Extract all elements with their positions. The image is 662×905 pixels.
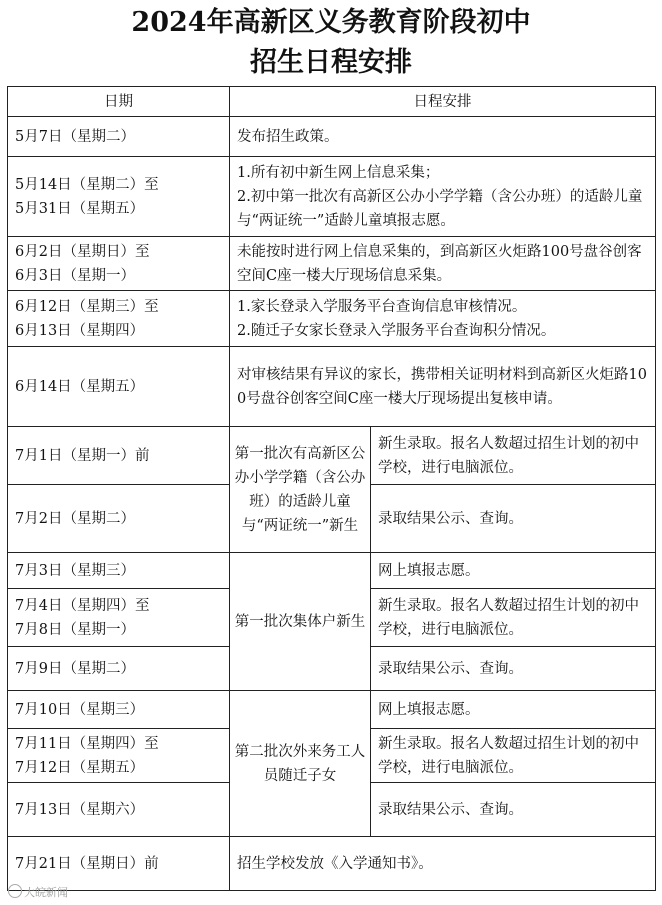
- schedule-cell: [230, 237, 656, 291]
- date-cell: [8, 157, 230, 237]
- date-cell: [8, 729, 230, 783]
- schedule-text: 发布招生政策。: [237, 128, 339, 145]
- date-line: 6月3日（星期一）: [15, 267, 135, 284]
- date-cell: [8, 117, 230, 157]
- schedule-text: 对审核结果有异议的家长，携带相关证明材料到高新区火炬路100号盘谷创客空间C座一楼大厅现场提出复核申请。: [237, 366, 647, 407]
- table-row: [8, 837, 656, 891]
- schedule-cell: [371, 783, 656, 837]
- schedule-text: 未能按时进行网上信息采集的，到高新区火炬路100号盘谷创客空间C座一楼大厅现场信息采集。: [237, 243, 642, 284]
- date-cell: [8, 647, 230, 691]
- schedule-text: 录取结果公示、查询。: [378, 510, 523, 527]
- date-cell: [8, 485, 230, 553]
- date-cell: [8, 691, 230, 729]
- date-line: 5月7日（星期二）: [15, 128, 135, 145]
- table-row: [8, 117, 656, 157]
- table-header-row: [8, 87, 656, 117]
- table-row: [8, 157, 656, 237]
- schedule-text: 新生录取。报名人数超过招生计划的初中学校，进行电脑派位。: [378, 435, 639, 476]
- schedule-cell: [371, 691, 656, 729]
- schedule-text: 录取结果公示、查询。: [378, 801, 523, 818]
- watermark: [8, 884, 68, 900]
- date-line: 5月31日（星期五）: [15, 200, 145, 217]
- date-line: 7月2日（星期二）: [15, 510, 135, 527]
- table-row: [8, 237, 656, 291]
- date-cell: [8, 553, 230, 589]
- date-line: 7月10日（星期三）: [15, 701, 145, 718]
- date-line: 6月14日（星期五）: [15, 378, 145, 395]
- date-cell: [8, 783, 230, 837]
- date-cell: [8, 589, 230, 647]
- date-line: 6月2日（星期日）至: [15, 243, 150, 260]
- watermark-logo-icon: [8, 884, 22, 898]
- date-line: 7月21日（星期日）前: [15, 855, 159, 872]
- schedule-cell: [230, 347, 656, 427]
- schedule-text: 录取结果公示、查询。: [378, 660, 523, 677]
- schedule-cell: [371, 647, 656, 691]
- date-cell: [8, 427, 230, 485]
- schedule-text: 网上填报志愿。: [378, 562, 480, 579]
- group-label-cell: [230, 553, 371, 691]
- header-schedule: 日程安排: [230, 87, 656, 117]
- schedule-text: 新生录取。报名人数超过招生计划的初中学校，进行电脑派位。: [378, 597, 639, 638]
- page-title-line2: 招生日程安排: [250, 47, 412, 78]
- date-cell: [8, 837, 230, 891]
- group-label: 第二批次外来务工人员随迁子女: [234, 743, 366, 784]
- schedule-table: [7, 86, 656, 891]
- schedule-text: 招生学校发放《入学通知书》。: [237, 855, 433, 872]
- schedule-cell: [230, 837, 656, 891]
- schedule-text: 2.初中第一批次有高新区公办小学学籍（含公办班）的适龄儿童与“两证统一”适龄儿童填报志愿。: [237, 188, 643, 229]
- date-cell: [8, 237, 230, 291]
- date-line: 7月13日（星期六）: [15, 801, 145, 818]
- date-line: 5月14日（星期二）至: [15, 176, 159, 193]
- table-row: [8, 427, 656, 485]
- table-row: [8, 691, 656, 729]
- table-row: [8, 347, 656, 427]
- table-row: [8, 553, 656, 589]
- date-line: 7月12日（星期五）: [15, 759, 145, 776]
- date-line: 7月11日（星期四）至: [15, 735, 159, 752]
- date-line: 7月3日（星期三）: [15, 562, 135, 579]
- schedule-cell: [371, 553, 656, 589]
- date-cell: [8, 291, 230, 347]
- schedule-cell: [230, 157, 656, 237]
- date-cell: [8, 347, 230, 427]
- schedule-cell: [371, 729, 656, 783]
- header-date: 日期: [8, 87, 230, 117]
- watermark-text: 大皖新闻: [24, 886, 68, 899]
- schedule-text: 新生录取。报名人数超过招生计划的初中学校，进行电脑派位。: [378, 735, 639, 776]
- date-line: 7月9日（星期二）: [15, 660, 135, 677]
- page-title-line1: 2024年高新区义务教育阶段初中: [131, 7, 531, 38]
- schedule-cell: [371, 485, 656, 553]
- schedule-text: 1.家长登录入学服务平台查询信息审核情况。: [237, 298, 527, 315]
- schedule-text: 网上填报志愿。: [378, 701, 480, 718]
- table-row: [8, 291, 656, 347]
- date-line: 6月13日（星期四）: [15, 322, 145, 339]
- schedule-cell: [230, 291, 656, 347]
- schedule-text: 2.随迁子女家长登录入学服务平台查询积分情况。: [237, 322, 556, 339]
- schedule-cell: [371, 589, 656, 647]
- group-label: 第一批次集体户新生: [234, 613, 366, 630]
- date-line: 7月1日（星期一）前: [15, 447, 150, 464]
- schedule-cell: [230, 117, 656, 157]
- group-label-cell: [230, 427, 371, 553]
- schedule-text: 1.所有初中新生网上信息采集；: [237, 164, 440, 181]
- date-line: 7月4日（星期四）至: [15, 597, 150, 614]
- date-line: 7月8日（星期一）: [15, 621, 135, 638]
- date-line: 6月12日（星期三）至: [15, 298, 159, 315]
- group-label-cell: [230, 691, 371, 837]
- group-label: 第一批次有高新区公办小学学籍（含公办班）的适龄儿童与“两证统一”新生: [234, 445, 366, 534]
- schedule-cell: [371, 427, 656, 485]
